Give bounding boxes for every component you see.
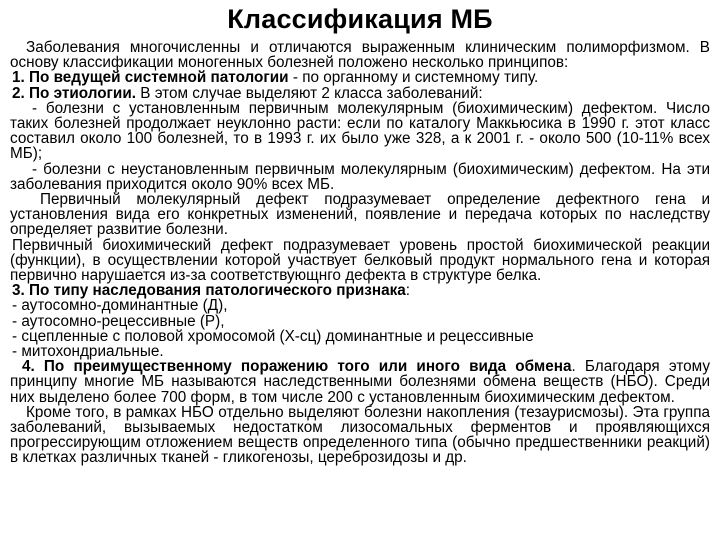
storage-diseases-paragraph: Кроме того, в рамках НБО отдельно выделяют болезни накопления (тезаурисмозы). Эта группа заболеваний, вызываемых недостатком лизосомальных ферментов и проявляющихся прогрессирующим отложением веществ определенного типа (обычно предшественники реакций) в клетках различных тканей - гликогенозы, цереброзидозы и др. (10, 403, 710, 467)
principle-1 (10, 70, 710, 85)
molecular-defect-definition: Первичный молекулярный дефект подразумевает определение дефектного гена и установления вида его конкретных изменений, появление и передача которых по наследству определяет развитие болезни. (10, 191, 710, 239)
principle-3-heading: 3. По типу наследования патологического признака (12, 282, 406, 300)
inheritance-item: - аутосомно-рецессивные (Р), (12, 312, 225, 330)
class-unestablished-defect: - болезни с неустановленным первичным молекулярным (биохимическим) дефектом. На эти заболевания приходится около 90% всех МБ. (10, 160, 710, 193)
slide-body (10, 40, 710, 466)
principle-2-text: В этом случае выделяют 2 класса заболеваний: (136, 84, 483, 102)
inheritance-item: - сцепленные с половой хромосомой (Х-сц) доминантные и рецессивные (12, 327, 534, 345)
principle-4-heading: 4. По преимущественному поражению того или иного вида обмена (22, 358, 572, 376)
slide-title: Классификация МБ (227, 4, 493, 34)
class-established-defect: - болезни с установленным первичным молекулярным (биохимическим) дефектом. Число таких болезней продолжает неуклонно расти: если по каталогу Маккьюсика в 1990 г. этот класс составил около 100 болезней, то в 1993 г. их было уже 328, а к 2001 г. - около 500 (10-11% всех МБ); (10, 99, 710, 163)
inheritance-item: - митохондриальные. (12, 343, 164, 361)
principle-2-heading: 2. По этиологии. (12, 84, 136, 102)
principle-2 (10, 86, 710, 101)
principle-1-text: - по органному и системному типу. (288, 69, 539, 87)
principle-4-text: . Благодаря этому принципу многие МБ называются наследственными болезнями обмена веществ (НБО). Среди них выделено более 700 форм, в том числе 200 с установленным биохимическим дефектом. (10, 358, 710, 406)
principle-4 (10, 359, 710, 405)
principle-3-text: : (405, 282, 410, 300)
principle-3 (10, 283, 710, 298)
principle-1-heading: 1. По ведущей системной патологии (12, 69, 289, 87)
biochemical-defect-definition: Первичный биохимический дефект подразумевает уровень простой биохимической реакции (функции), в осуществлении которой участвует белковый продукт нормального гена и которая первично нарушается из-за соответствующнго дефекта в структуре белка. (10, 236, 710, 285)
inheritance-item: - аутосомно-доминантные (Д), (12, 297, 228, 315)
intro-paragraph: Заболевания многочисленны и отличаются выраженным клиническим полиморфизмом. В основу классификации моногенных болезней положено несколько принципов: (10, 39, 710, 72)
